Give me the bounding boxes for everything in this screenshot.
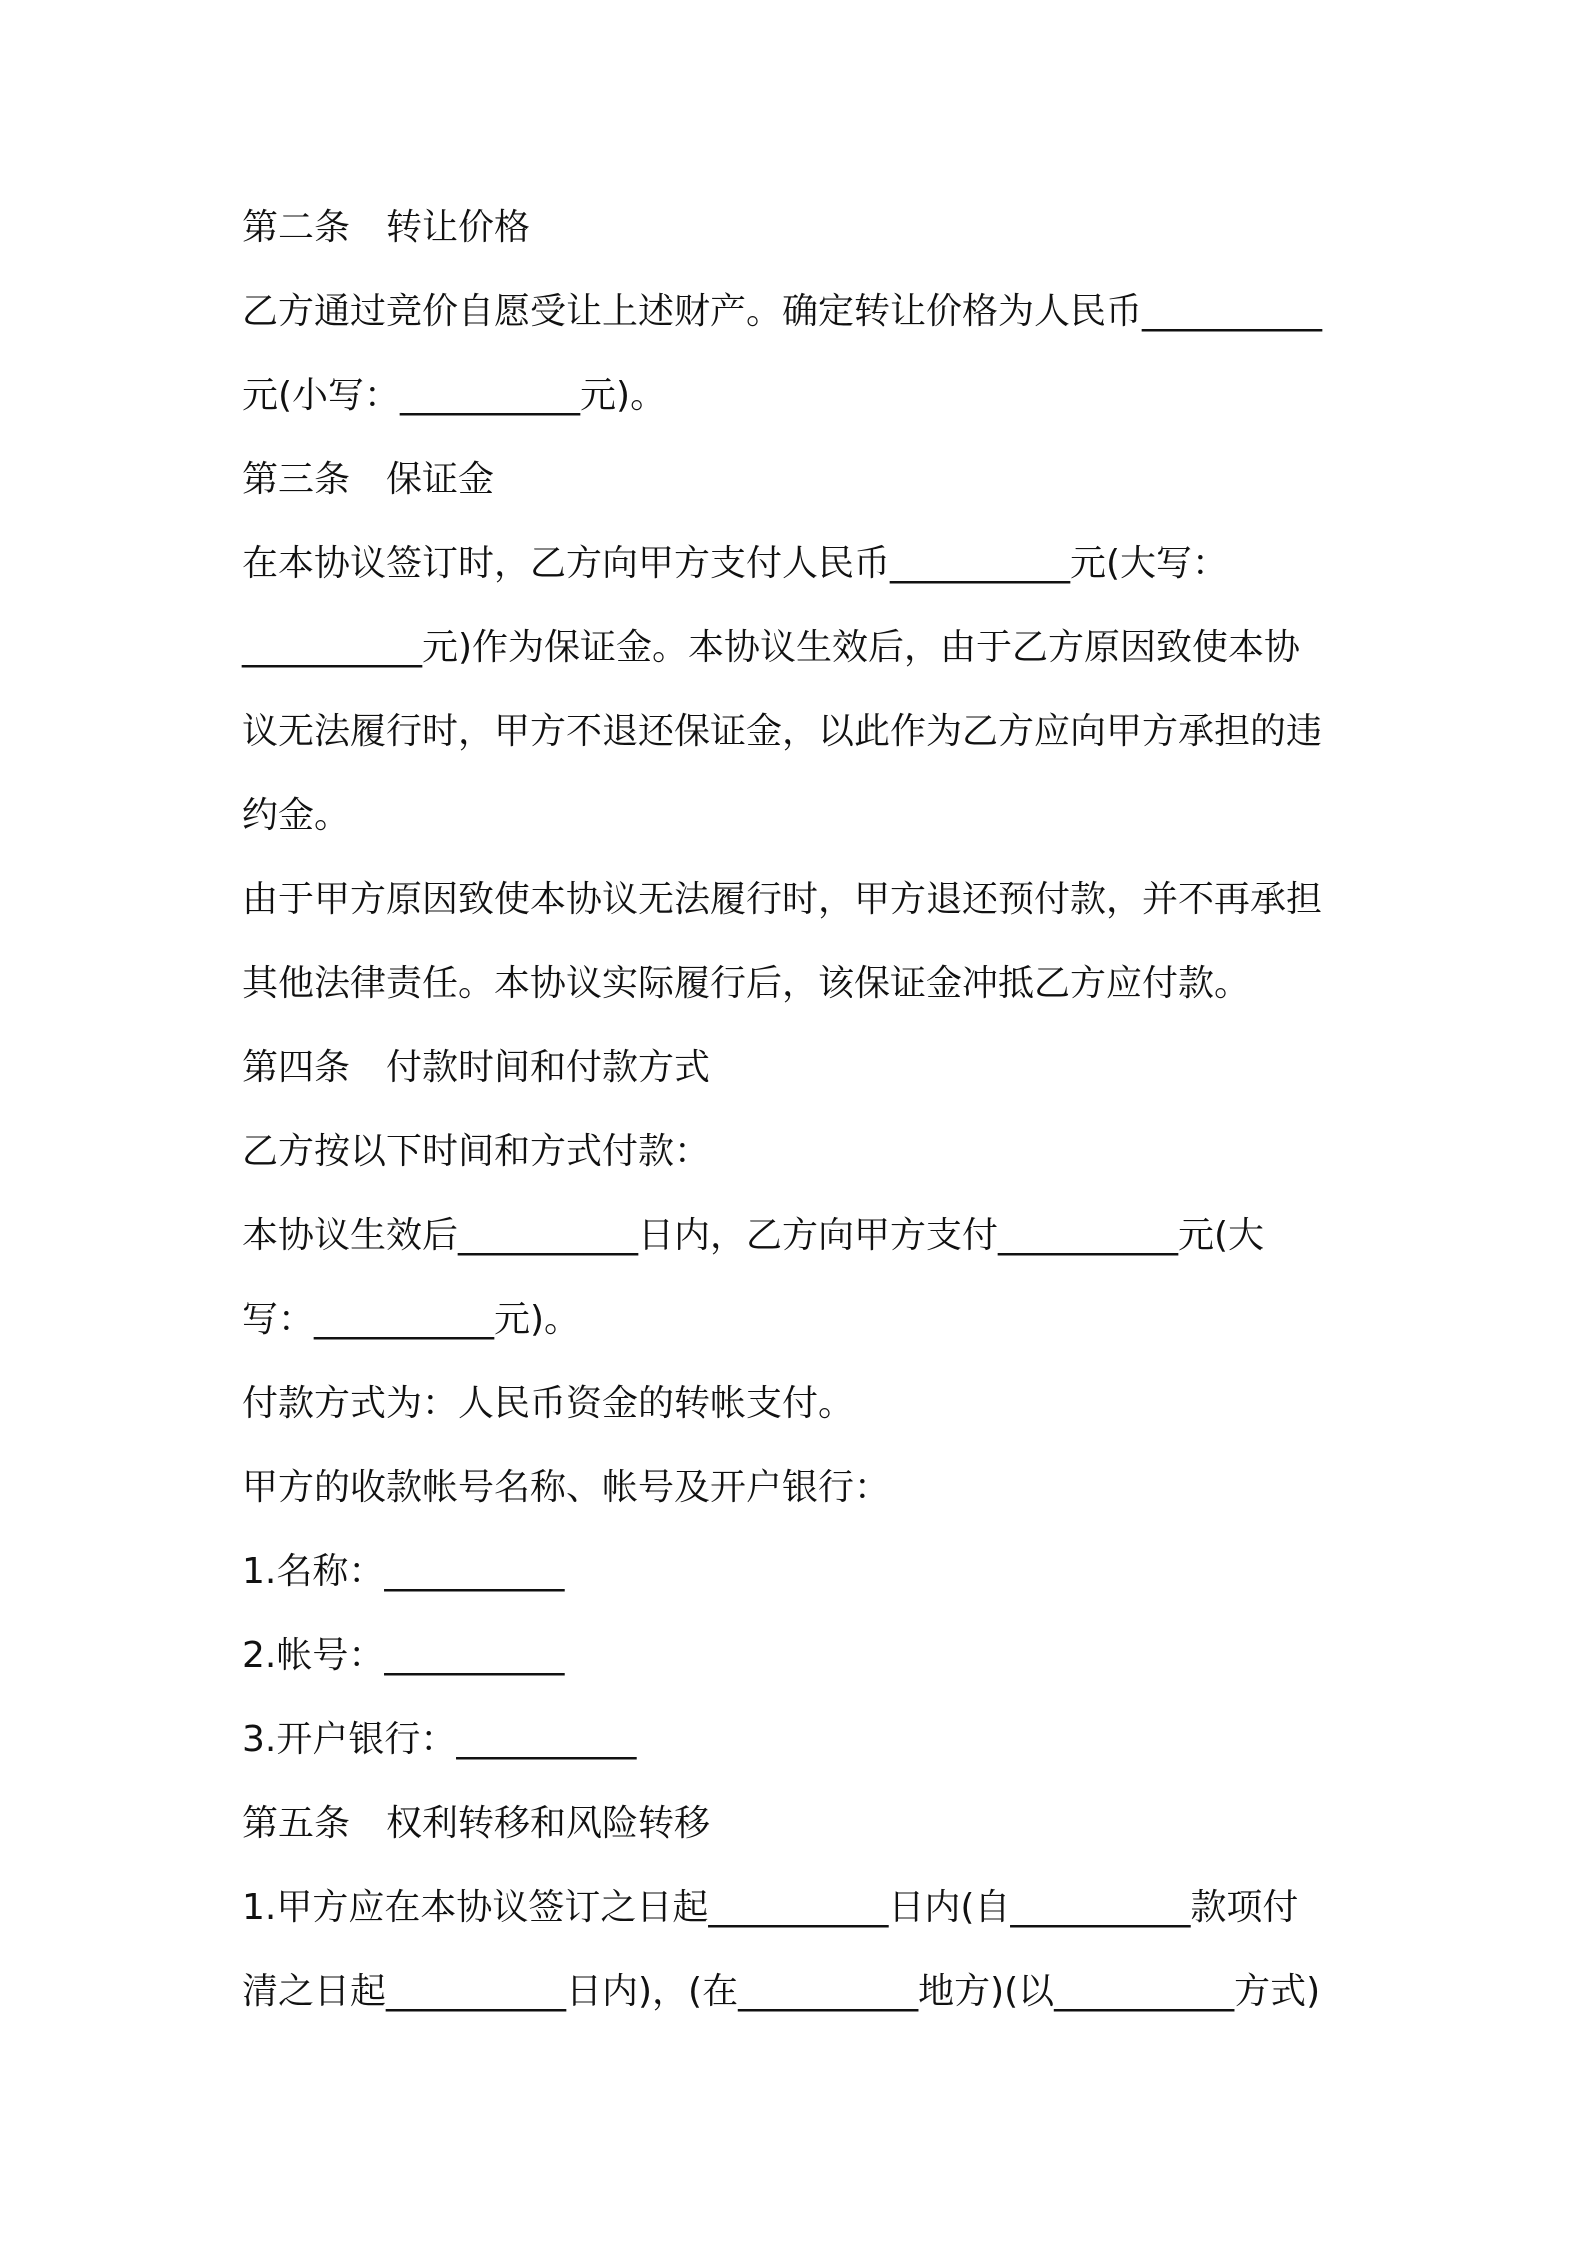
list-item: 2.帐号：__________ [242, 1635, 565, 1676]
paragraph-line: 写：__________元)。 [242, 1299, 581, 1340]
paragraph-line: 乙方通过竞价自愿受让上述财产。确定转让价格为人民币__________ [242, 291, 1323, 332]
paragraph-line: 其他法律责任。本协议实际履行后，该保证金冲抵乙方应付款。 [242, 963, 1251, 1004]
paragraph-line: __________元)作为保证金。本协议生效后，由于乙方原因致使本协 [242, 627, 1301, 668]
paragraph-line: 清之日起__________日内)，(在__________地方)(以__________方式) [242, 1971, 1321, 2012]
paragraph-line: 元(小写：__________元)。 [242, 375, 667, 416]
contract-page [242, 203, 1352, 2051]
article-4-heading: 第四条 付款时间和付款方式 [242, 1047, 711, 1088]
paragraph-line: 在本协议签订时，乙方向甲方支付人民币__________元(大写： [242, 543, 1229, 584]
paragraph-line: 乙方按以下时间和方式付款： [242, 1131, 711, 1172]
article-3-heading: 第三条 保证金 [242, 459, 495, 500]
list-item: 3.开户银行：__________ [242, 1719, 637, 1760]
paragraph-line: 由于甲方原因致使本协议无法履行时，甲方退还预付款，并不再承担 [242, 879, 1323, 920]
paragraph-line: 约金。 [242, 795, 351, 836]
list-item: 1.名称：__________ [242, 1551, 565, 1592]
article-2-heading: 第二条 转让价格 [242, 207, 531, 248]
paragraph-line: 1.甲方应在本协议签订之日起__________日内(自__________款项付 [242, 1887, 1299, 1928]
article-5-heading: 第五条 权利转移和风险转移 [242, 1803, 711, 1844]
paragraph-line: 甲方的收款帐号名称、帐号及开户银行： [242, 1467, 891, 1508]
paragraph-line: 议无法履行时，甲方不退还保证金，以此作为乙方应向甲方承担的违 [242, 711, 1323, 752]
paragraph-line: 付款方式为：人民币资金的转帐支付。 [242, 1383, 855, 1424]
paragraph-line: 本协议生效后__________日内，乙方向甲方支付__________元(大 [242, 1215, 1265, 1256]
